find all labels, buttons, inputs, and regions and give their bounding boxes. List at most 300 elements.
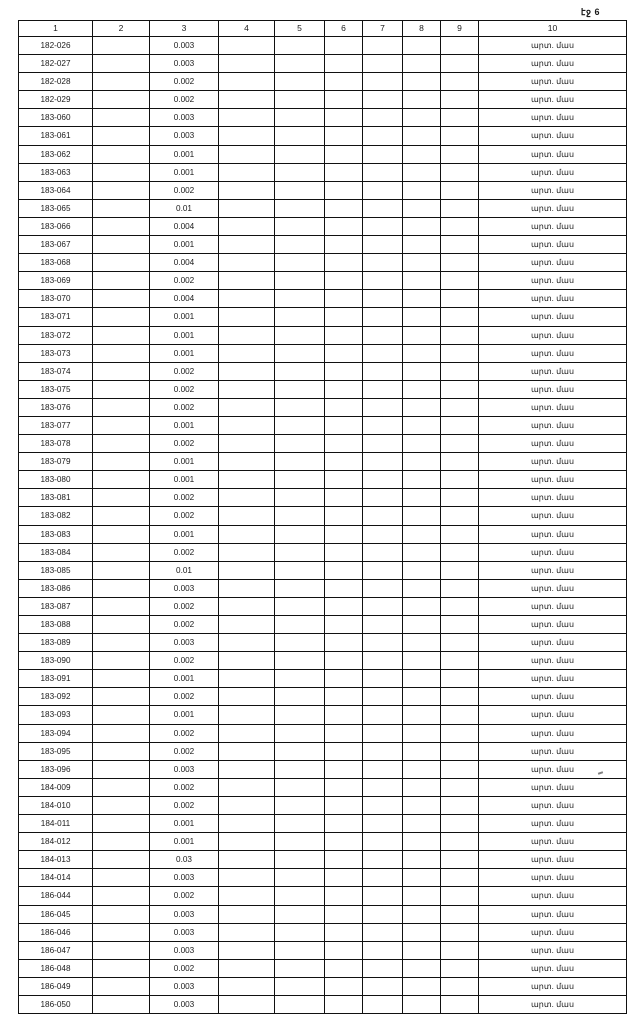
table-row — [19, 308, 627, 326]
table-cell-col3: 0.002 — [150, 796, 219, 814]
table-cell-col10: արտ. մաս — [479, 977, 627, 995]
table-cell-col2 — [93, 815, 150, 833]
table-cell-col7 — [363, 977, 403, 995]
table-row — [19, 453, 627, 471]
table-cell-col4 — [219, 489, 275, 507]
table-cell-col2 — [93, 416, 150, 434]
table-cell-col1: 183-082 — [19, 507, 93, 525]
table-row — [19, 706, 627, 724]
table-cell-col4 — [219, 91, 275, 109]
column-header-2: 2 — [93, 21, 150, 37]
table-cell-col6 — [325, 326, 363, 344]
table-cell-col6 — [325, 471, 363, 489]
table-cell-col9 — [441, 471, 479, 489]
table-cell-col10: արտ. մաս — [479, 55, 627, 73]
table-cell-col7 — [363, 236, 403, 254]
table-cell-col8 — [403, 290, 441, 308]
table-cell-col8 — [403, 308, 441, 326]
table-cell-col9 — [441, 272, 479, 290]
table-cell-col9 — [441, 995, 479, 1013]
table-cell-col9 — [441, 652, 479, 670]
table-cell-col10: արտ. մաս — [479, 652, 627, 670]
table-cell-col8 — [403, 995, 441, 1013]
table-cell-col1: 183-071 — [19, 308, 93, 326]
table-row — [19, 778, 627, 796]
table-cell-col6 — [325, 796, 363, 814]
table-cell-col9 — [441, 561, 479, 579]
table-cell-col8 — [403, 145, 441, 163]
table-cell-col8 — [403, 634, 441, 652]
table-cell-col9 — [441, 416, 479, 434]
table-cell-col6 — [325, 941, 363, 959]
table-cell-col2 — [93, 507, 150, 525]
table-cell-col1: 183-072 — [19, 326, 93, 344]
table-cell-col8 — [403, 109, 441, 127]
table-cell-col6 — [325, 73, 363, 91]
table-cell-col4 — [219, 217, 275, 235]
table-cell-col3: 0.03 — [150, 851, 219, 869]
table-cell-col4 — [219, 561, 275, 579]
table-cell-col6 — [325, 199, 363, 217]
table-cell-col8 — [403, 525, 441, 543]
table-cell-col3: 0.003 — [150, 55, 219, 73]
table-cell-col4 — [219, 941, 275, 959]
table-cell-col10: արտ. մաս — [479, 163, 627, 181]
table-cell-col9 — [441, 905, 479, 923]
table-row — [19, 851, 627, 869]
table-cell-col5 — [275, 869, 325, 887]
data-table — [18, 20, 627, 1014]
table-cell-col8 — [403, 652, 441, 670]
table-cell-col5 — [275, 905, 325, 923]
table-cell-col1: 183-080 — [19, 471, 93, 489]
table-cell-col3: 0.004 — [150, 254, 219, 272]
table-cell-col7 — [363, 941, 403, 959]
table-cell-col7 — [363, 597, 403, 615]
table-cell-col6 — [325, 706, 363, 724]
table-cell-col3: 0.002 — [150, 362, 219, 380]
table-cell-col6 — [325, 163, 363, 181]
table-cell-col7 — [363, 290, 403, 308]
table-cell-col6 — [325, 760, 363, 778]
table-cell-col8 — [403, 579, 441, 597]
table-cell-col8 — [403, 272, 441, 290]
table-cell-col9 — [441, 435, 479, 453]
table-row — [19, 489, 627, 507]
table-row — [19, 199, 627, 217]
table-cell-col1: 183-093 — [19, 706, 93, 724]
table-cell-col7 — [363, 37, 403, 55]
table-cell-col9 — [441, 815, 479, 833]
table-cell-col1: 183-088 — [19, 616, 93, 634]
table-cell-col8 — [403, 941, 441, 959]
table-row — [19, 362, 627, 380]
table-cell-col3: 0.002 — [150, 398, 219, 416]
table-cell-col8 — [403, 724, 441, 742]
table-cell-col6 — [325, 398, 363, 416]
table-cell-col3: 0.003 — [150, 37, 219, 55]
table-cell-col1: 183-066 — [19, 217, 93, 235]
table-cell-col1: 183-089 — [19, 634, 93, 652]
table-cell-col9 — [441, 55, 479, 73]
table-cell-col1: 186-047 — [19, 941, 93, 959]
table-cell-col5 — [275, 290, 325, 308]
table-cell-col3: 0.001 — [150, 416, 219, 434]
table-cell-col2 — [93, 489, 150, 507]
table-cell-col5 — [275, 941, 325, 959]
table-cell-col2 — [93, 272, 150, 290]
table-cell-col10: արտ. մաս — [479, 688, 627, 706]
table-cell-col2 — [93, 308, 150, 326]
table-cell-col4 — [219, 851, 275, 869]
table-cell-col8 — [403, 344, 441, 362]
table-header-row — [19, 21, 627, 37]
table-cell-col10: արտ. մաս — [479, 109, 627, 127]
table-cell-col2 — [93, 181, 150, 199]
table-cell-col1: 186-045 — [19, 905, 93, 923]
table-cell-col1: 182-027 — [19, 55, 93, 73]
table-cell-col1: 183-086 — [19, 579, 93, 597]
table-cell-col9 — [441, 254, 479, 272]
table-cell-col8 — [403, 37, 441, 55]
table-row — [19, 435, 627, 453]
table-cell-col10: արտ. մաս — [479, 597, 627, 615]
column-header-6: 6 — [325, 21, 363, 37]
table-cell-col1: 183-094 — [19, 724, 93, 742]
table-cell-col6 — [325, 380, 363, 398]
table-cell-col3: 0.001 — [150, 815, 219, 833]
table-cell-col6 — [325, 308, 363, 326]
table-cell-col5 — [275, 362, 325, 380]
table-row — [19, 887, 627, 905]
table-cell-col4 — [219, 688, 275, 706]
table-cell-col2 — [93, 344, 150, 362]
table-cell-col5 — [275, 181, 325, 199]
table-cell-col10: արտ. մաս — [479, 489, 627, 507]
table-cell-col2 — [93, 652, 150, 670]
table-cell-col2 — [93, 887, 150, 905]
table-cell-col6 — [325, 236, 363, 254]
table-cell-col5 — [275, 742, 325, 760]
table-cell-col10: արտ. մաս — [479, 217, 627, 235]
table-cell-col8 — [403, 742, 441, 760]
table-row — [19, 742, 627, 760]
table-cell-col9 — [441, 833, 479, 851]
table-cell-col10: արտ. մաս — [479, 290, 627, 308]
table-cell-col6 — [325, 959, 363, 977]
table-cell-col2 — [93, 760, 150, 778]
table-cell-col9 — [441, 977, 479, 995]
table-cell-col3: 0.002 — [150, 181, 219, 199]
table-cell-col4 — [219, 579, 275, 597]
table-cell-col2 — [93, 706, 150, 724]
table-cell-col3: 0.004 — [150, 290, 219, 308]
table-cell-col5 — [275, 416, 325, 434]
table-cell-col9 — [441, 91, 479, 109]
table-cell-col4 — [219, 796, 275, 814]
table-cell-col3: 0.002 — [150, 887, 219, 905]
table-cell-col3: 0.002 — [150, 597, 219, 615]
table-cell-col7 — [363, 507, 403, 525]
table-cell-col2 — [93, 37, 150, 55]
table-cell-col6 — [325, 579, 363, 597]
table-cell-col5 — [275, 344, 325, 362]
table-cell-col7 — [363, 254, 403, 272]
column-header-3: 3 — [150, 21, 219, 37]
table-row — [19, 326, 627, 344]
table-cell-col8 — [403, 199, 441, 217]
table-row — [19, 525, 627, 543]
table-cell-col4 — [219, 37, 275, 55]
table-cell-col9 — [441, 923, 479, 941]
table-cell-col9 — [441, 127, 479, 145]
table-cell-col6 — [325, 851, 363, 869]
table-cell-col10: արտ. մաս — [479, 344, 627, 362]
table-cell-col7 — [363, 995, 403, 1013]
table-cell-col10: արտ. մաս — [479, 742, 627, 760]
table-cell-col3: 0.001 — [150, 453, 219, 471]
table-row — [19, 995, 627, 1013]
table-cell-col9 — [441, 778, 479, 796]
table-cell-col1: 184-011 — [19, 815, 93, 833]
column-header-7: 7 — [363, 21, 403, 37]
table-cell-col6 — [325, 905, 363, 923]
table-cell-col9 — [441, 453, 479, 471]
table-cell-col6 — [325, 416, 363, 434]
table-cell-col2 — [93, 236, 150, 254]
table-cell-col2 — [93, 435, 150, 453]
table-cell-col5 — [275, 73, 325, 91]
table-cell-col1: 186-046 — [19, 923, 93, 941]
table-cell-col7 — [363, 326, 403, 344]
table-cell-col10: արտ. մաս — [479, 362, 627, 380]
table-cell-col10: արտ. մաս — [479, 91, 627, 109]
table-cell-col6 — [325, 181, 363, 199]
table-cell-col8 — [403, 796, 441, 814]
table-cell-col3: 0.001 — [150, 706, 219, 724]
table-cell-col3: 0.001 — [150, 236, 219, 254]
table-cell-col10: արտ. մաս — [479, 561, 627, 579]
table-cell-col8 — [403, 236, 441, 254]
table-cell-col1: 183-075 — [19, 380, 93, 398]
table-cell-col2 — [93, 616, 150, 634]
table-cell-col9 — [441, 236, 479, 254]
table-cell-col7 — [363, 706, 403, 724]
table-cell-col1: 183-095 — [19, 742, 93, 760]
table-cell-col7 — [363, 616, 403, 634]
table-row — [19, 652, 627, 670]
table-cell-col5 — [275, 380, 325, 398]
table-cell-col9 — [441, 145, 479, 163]
table-cell-col7 — [363, 561, 403, 579]
table-cell-col8 — [403, 616, 441, 634]
table-cell-col7 — [363, 163, 403, 181]
table-cell-col7 — [363, 905, 403, 923]
table-cell-col10: արտ. մաս — [479, 778, 627, 796]
table-row — [19, 91, 627, 109]
table-cell-col7 — [363, 579, 403, 597]
table-cell-col2 — [93, 326, 150, 344]
table-cell-col4 — [219, 597, 275, 615]
table-cell-col6 — [325, 453, 363, 471]
table-cell-col8 — [403, 91, 441, 109]
table-row — [19, 724, 627, 742]
table-row — [19, 670, 627, 688]
table-cell-col3: 0.002 — [150, 91, 219, 109]
table-cell-col10: արտ. մաս — [479, 634, 627, 652]
table-cell-col3: 0.001 — [150, 525, 219, 543]
table-cell-col10: արտ. մաս — [479, 181, 627, 199]
table-cell-col7 — [363, 634, 403, 652]
table-cell-col4 — [219, 181, 275, 199]
table-cell-col6 — [325, 109, 363, 127]
table-cell-col8 — [403, 833, 441, 851]
table-cell-col7 — [363, 489, 403, 507]
table-row — [19, 73, 627, 91]
table-cell-col1: 183-092 — [19, 688, 93, 706]
table-cell-col7 — [363, 543, 403, 561]
table-cell-col9 — [441, 634, 479, 652]
table-cell-col10: արտ. մաս — [479, 435, 627, 453]
table-cell-col7 — [363, 923, 403, 941]
table-cell-col7 — [363, 199, 403, 217]
table-cell-col4 — [219, 995, 275, 1013]
table-cell-col8 — [403, 778, 441, 796]
table-cell-col1: 183-074 — [19, 362, 93, 380]
table-cell-col8 — [403, 688, 441, 706]
table-cell-col10: արտ. մաս — [479, 543, 627, 561]
table-cell-col8 — [403, 55, 441, 73]
table-cell-col6 — [325, 815, 363, 833]
table-cell-col4 — [219, 724, 275, 742]
table-row — [19, 977, 627, 995]
table-cell-col2 — [93, 145, 150, 163]
table-cell-col3: 0.003 — [150, 905, 219, 923]
table-cell-col8 — [403, 760, 441, 778]
table-cell-col2 — [93, 905, 150, 923]
table-cell-col3: 0.003 — [150, 869, 219, 887]
table-cell-col6 — [325, 525, 363, 543]
table-cell-col1: 186-050 — [19, 995, 93, 1013]
table-cell-col6 — [325, 597, 363, 615]
table-cell-col5 — [275, 688, 325, 706]
table-cell-col3: 0.003 — [150, 941, 219, 959]
table-cell-col9 — [441, 543, 479, 561]
table-cell-col4 — [219, 742, 275, 760]
table-cell-col10: արտ. մաս — [479, 995, 627, 1013]
table-cell-col7 — [363, 471, 403, 489]
table-cell-col1: 183-081 — [19, 489, 93, 507]
table-cell-col5 — [275, 561, 325, 579]
table-cell-col2 — [93, 597, 150, 615]
table-cell-col3: 0.01 — [150, 199, 219, 217]
table-cell-col6 — [325, 254, 363, 272]
table-cell-col3: 0.004 — [150, 217, 219, 235]
table-cell-col3: 0.002 — [150, 489, 219, 507]
table-cell-col5 — [275, 652, 325, 670]
table-cell-col7 — [363, 127, 403, 145]
table-cell-col6 — [325, 995, 363, 1013]
column-header-4: 4 — [219, 21, 275, 37]
table-cell-col5 — [275, 724, 325, 742]
table-cell-col7 — [363, 416, 403, 434]
table-cell-col7 — [363, 362, 403, 380]
table-cell-col6 — [325, 869, 363, 887]
table-cell-col4 — [219, 73, 275, 91]
table-cell-col8 — [403, 398, 441, 416]
table-cell-col10: արտ. մաս — [479, 272, 627, 290]
table-cell-col2 — [93, 851, 150, 869]
table-cell-col3: 0.001 — [150, 670, 219, 688]
table-cell-col2 — [93, 796, 150, 814]
table-cell-col8 — [403, 453, 441, 471]
table-cell-col4 — [219, 272, 275, 290]
table-cell-col4 — [219, 163, 275, 181]
table-cell-col10: արտ. մաս — [479, 670, 627, 688]
table-cell-col9 — [441, 760, 479, 778]
table-cell-col5 — [275, 236, 325, 254]
table-cell-col3: 0.001 — [150, 163, 219, 181]
table-cell-col6 — [325, 923, 363, 941]
table-cell-col7 — [363, 91, 403, 109]
table-cell-col3: 0.01 — [150, 561, 219, 579]
table-cell-col5 — [275, 670, 325, 688]
table-cell-col4 — [219, 435, 275, 453]
table-cell-col4 — [219, 670, 275, 688]
table-cell-col5 — [275, 579, 325, 597]
table-cell-col4 — [219, 362, 275, 380]
table-cell-col8 — [403, 706, 441, 724]
table-cell-col8 — [403, 73, 441, 91]
table-cell-col3: 0.001 — [150, 471, 219, 489]
table-cell-col7 — [363, 380, 403, 398]
table-cell-col2 — [93, 778, 150, 796]
table-cell-col8 — [403, 923, 441, 941]
table-cell-col5 — [275, 489, 325, 507]
table-cell-col7 — [363, 724, 403, 742]
table-cell-col1: 184-012 — [19, 833, 93, 851]
table-cell-col5 — [275, 543, 325, 561]
table-cell-col2 — [93, 833, 150, 851]
table-row — [19, 416, 627, 434]
table-row — [19, 217, 627, 235]
table-cell-col4 — [219, 344, 275, 362]
table-row — [19, 181, 627, 199]
table-cell-col5 — [275, 760, 325, 778]
table-cell-col3: 0.002 — [150, 380, 219, 398]
table-cell-col6 — [325, 145, 363, 163]
table-row — [19, 55, 627, 73]
table-cell-col10: արտ. մաս — [479, 833, 627, 851]
table-cell-col10: արտ. մաս — [479, 887, 627, 905]
table-row — [19, 254, 627, 272]
table-body — [19, 37, 627, 1014]
table-cell-col10: արտ. մաս — [479, 616, 627, 634]
table-cell-col4 — [219, 236, 275, 254]
table-cell-col2 — [93, 163, 150, 181]
table-cell-col9 — [441, 489, 479, 507]
table-cell-col4 — [219, 778, 275, 796]
table-cell-col4 — [219, 543, 275, 561]
table-cell-col4 — [219, 398, 275, 416]
table-cell-col9 — [441, 326, 479, 344]
table-cell-col3: 0.002 — [150, 543, 219, 561]
table-cell-col3: 0.002 — [150, 73, 219, 91]
table-cell-col10: արտ. մաս — [479, 869, 627, 887]
table-cell-col7 — [363, 670, 403, 688]
table-cell-col7 — [363, 525, 403, 543]
table-cell-col7 — [363, 833, 403, 851]
